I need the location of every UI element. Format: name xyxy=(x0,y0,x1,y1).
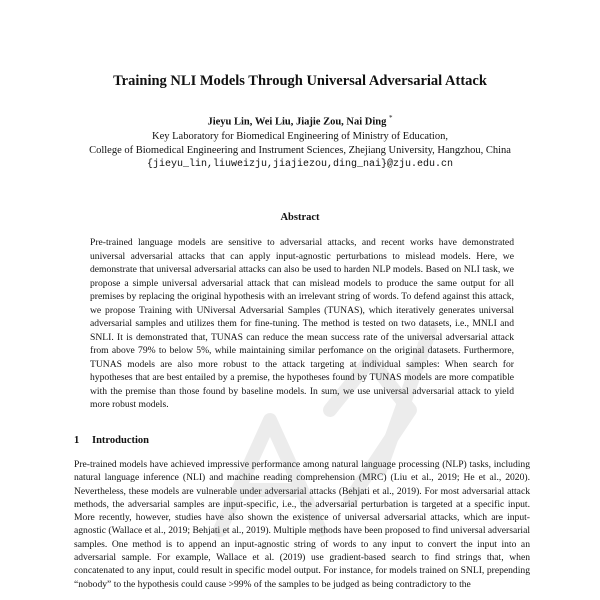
author-emails: {jieyu_lin,liuweizju,jiajiezou,ding_nai}@zju.edu.cn xyxy=(146,158,454,170)
affiliation-line-1: Key Laboratory for Biomedical Engineering of Ministry of Education, xyxy=(152,130,448,142)
abstract-text: Pre-trained language models are sensitive to adversarial attacks, and recent works have demonstrated universal adversarial attacks that can apply input-agnostic perturbations to mislead models. Here, we demonstrate that universal adversarial attacks can also be used to harden NLP models. Based on NLI task, we propose a simple universal adversarial attack that can mislead models to produce the same output for all premises by replacing the original hypothesis with an irrelevant string of words. To defend against this attack, we propose Training with UNiversal Adversarial Samples (TUNAS), which iteratively generates universal adversarial samples and utilizes them for fine-tuning. The method is tested on two datasets, i.e., MNLI and SNLI. It is demonstrated that, TUNAS can reduce the mean success rate of the universal adversarial attack from above 79% to below 5%, while maintaining similar perfomance on the original datasets. Furthermore, TUNAS models are also more robust to the attack targeting at individual samples: When search for hypotheses that are best entailed by a premise, the hypotheses found by TUNAS models are more compatible with the premise than those found by baseline models. In sum, we use universal adversarial attack to yield more robust models. xyxy=(90,237,514,410)
author-names: Jieyu Lin, Wei Liu, Jiajie Zou, Nai Ding xyxy=(207,116,387,128)
author-names-line xyxy=(0,111,600,130)
author-block xyxy=(0,111,600,172)
section-title: Introduction xyxy=(92,435,149,446)
introduction-text: Pre-trained models have achieved impressive performance among natural language processing (NLP) tasks, including natural language inference (NLI) and machine reading comprehension (MRC) (Liu et al., 2019; He et al., 2020). Nevertheless, these models are vulnerable under adversarial attacks (Behjati et al., 2019). For most adversarial attack methods, the adversarial samples are input-specific, i.e., the adversarial perturbation is targeted at a specific input. More recently, however, studies have also shown the existence of universal adversarial attacks, which are input-agnostic (Wallace et al., 2019; Behjati et al., 2019). Multiple methods have been proposed to find universal adversarial samples. One method is to append an input-agnostic string of words to any input to convert the input into an adversarial sample. For example, Wallace et al. (2019) use gradient-based search to find strings that, when concatenated to any input, could result in specific model output. For instance, for models trained on SNLI, prepending “nobody” to the hypothesis could cause >99% of the samples to be judged as being contradictory to the xyxy=(74,459,530,590)
affiliation-line-2: College of Biomedical Engineering and Instrument Sciences, Zhejiang University, Hangzhou, China xyxy=(89,144,511,156)
paper-title: Training NLI Models Through Universal Adversarial Attack xyxy=(113,73,487,89)
abstract-heading: Abstract xyxy=(280,212,320,223)
section-heading-introduction xyxy=(74,435,534,446)
section-number: 1 xyxy=(74,435,80,446)
corresponding-author-mark: * xyxy=(389,114,393,122)
